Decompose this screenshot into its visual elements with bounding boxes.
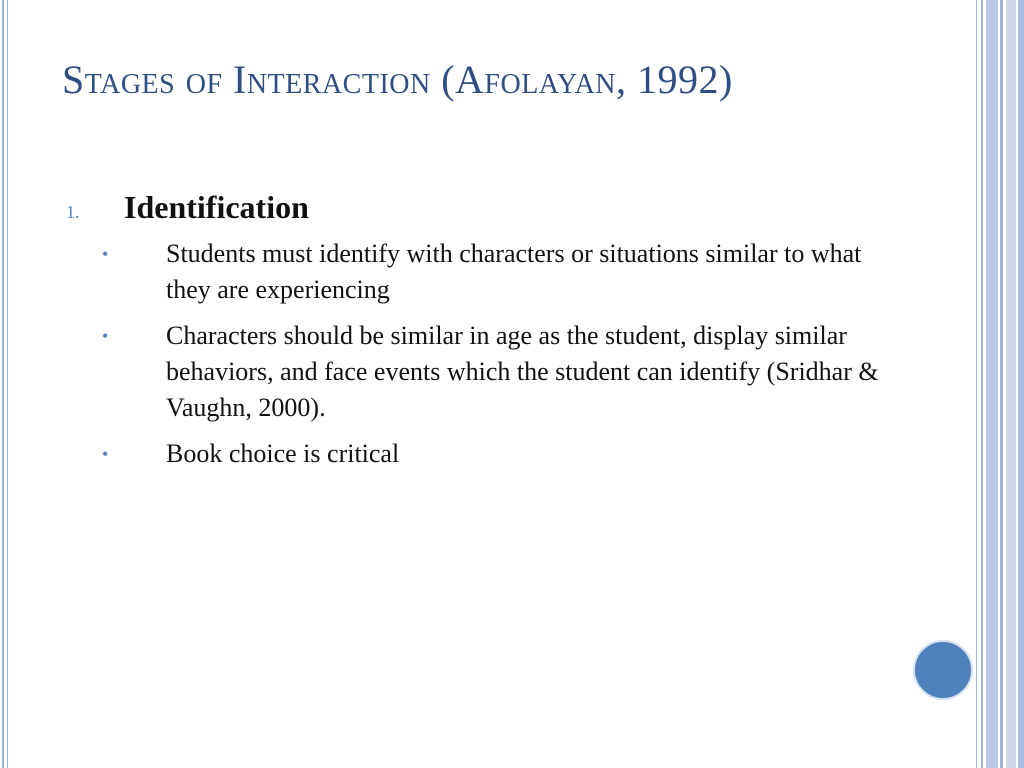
numbered-item — [62, 186, 922, 228]
bullet-text: Characters should be similar in age as the student, display similar behaviors, and face events which the student can identify (Sridhar & Vaughn, 2000). — [166, 321, 879, 422]
left-border-decoration — [0, 0, 10, 768]
bullet-icon: • — [102, 444, 109, 464]
list-item — [62, 436, 922, 472]
list-number: 1. — [66, 202, 80, 222]
decorative-circle — [913, 640, 973, 700]
slide-content — [62, 186, 922, 482]
bullet-text: Book choice is critical — [166, 439, 400, 468]
bullet-icon: • — [102, 326, 109, 346]
bullet-icon: • — [102, 244, 109, 264]
bullet-list — [62, 236, 922, 472]
list-item — [62, 318, 922, 426]
item-heading: Identification — [124, 189, 309, 225]
right-stripe-decoration — [976, 0, 1024, 768]
slide-title: Stages of Interaction (Afolayan, 1992) — [62, 57, 733, 102]
list-item — [62, 236, 922, 308]
bullet-text: Students must identify with characters or situations similar to what they are experiencing — [166, 239, 862, 304]
